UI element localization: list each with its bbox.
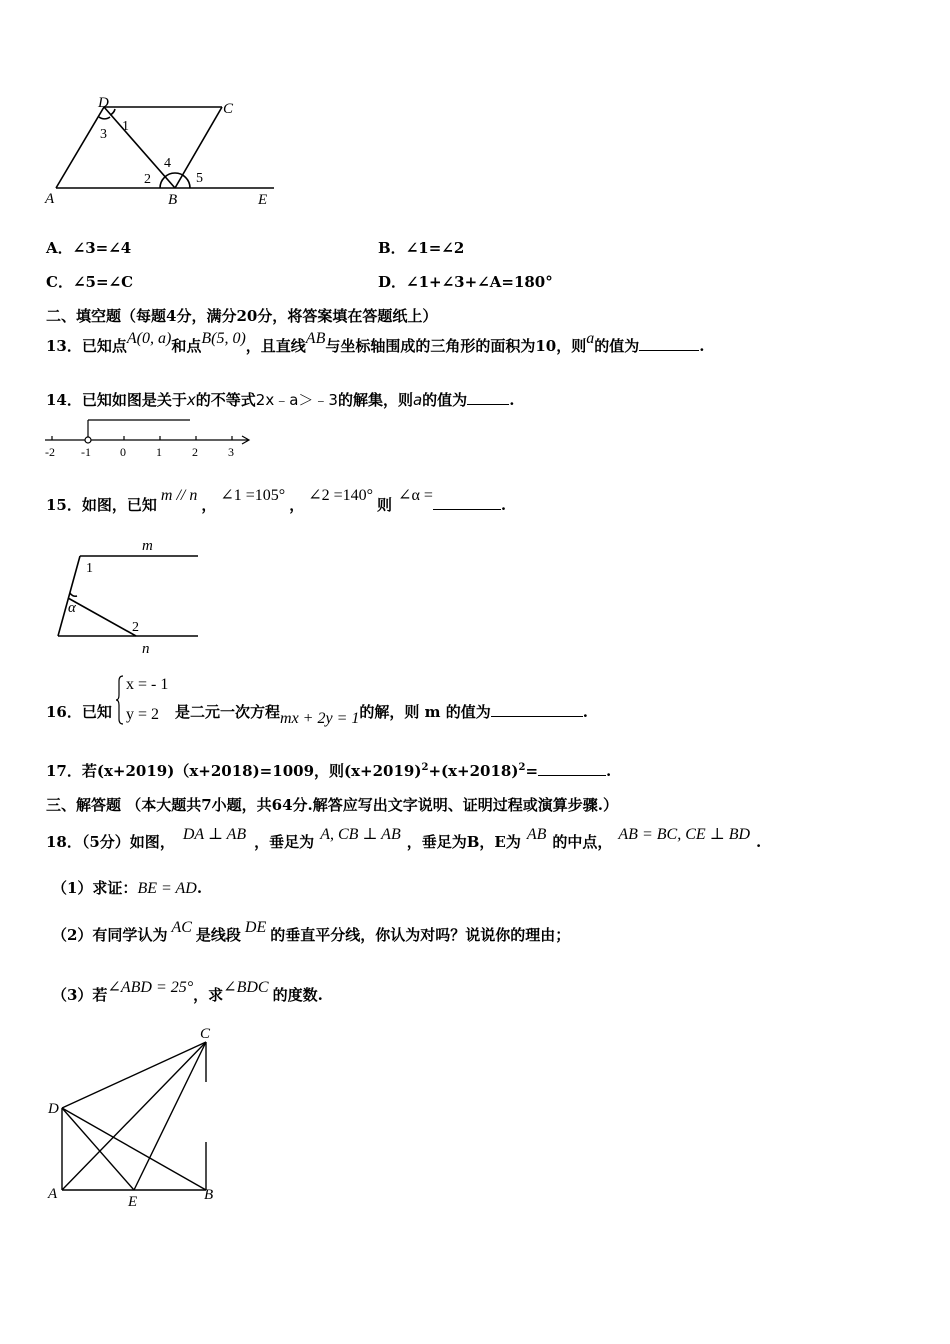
- tick-3: 3: [228, 445, 234, 459]
- option-b: B．∠1=∠2: [378, 239, 465, 257]
- figure-parallelogram: [40, 95, 280, 210]
- tick-1: 1: [156, 445, 162, 459]
- label-B: B: [204, 1187, 214, 1203]
- figure-q18: [40, 1022, 230, 1217]
- option-a: A．∠3=∠4: [46, 239, 132, 257]
- label-5: 5: [196, 171, 203, 186]
- equation-y: y = 2: [126, 706, 160, 723]
- figure-parallel-lines: [50, 538, 210, 658]
- option-c: C．∠5=∠C: [46, 273, 134, 291]
- question-18: 18．（5分）如图， DA ⊥ AB ，垂足为 A, CB ⊥ AB ，垂足为B，E为 AB 的中点， AB = BC, CE ⊥ BD .: [46, 826, 762, 851]
- question-18-part-3: （3）若∠ABD = 25°，求∠BDC 的度数.: [52, 979, 323, 1004]
- equation-x: x = - 1: [126, 676, 169, 693]
- tick-neg2: -2: [45, 445, 55, 459]
- question-17: 17．若(x+2019)（x+2018)=1009，则$(x+2019)^2+(x+2018)^2=$ .: [46, 762, 612, 780]
- question-13: 13．已知点A(0, a)和点B(5, 0)，且直线AB与坐标轴围成的三角形的面积为10，则a的值为 .: [46, 330, 705, 355]
- system-brace: [116, 675, 124, 725]
- label-C: C: [223, 101, 234, 117]
- label-2: 2: [132, 620, 139, 635]
- question-16-num: 16．已知: [46, 703, 112, 721]
- label-A: A: [45, 191, 55, 207]
- label-A: A: [48, 1186, 58, 1202]
- label-n: n: [142, 641, 150, 657]
- label-1: 1: [86, 561, 93, 576]
- label-1: 1: [122, 119, 129, 134]
- question-15: 15．如图，已知m // n，∠1 =105°，∠2 =140°则∠α =.: [46, 487, 507, 514]
- tick-2: 2: [192, 445, 198, 459]
- section-3-title: 三、解答题 （本大题共7小题，共64分.解答应写出文字说明、证明过程或演算步骤.）: [46, 796, 618, 814]
- tick-0: 0: [120, 445, 126, 459]
- label-2: 2: [144, 172, 151, 187]
- label-B: B: [168, 192, 178, 208]
- question-16-body: 是二元一次方程mx + 2y = 1的解，则 m 的值为 .: [175, 703, 588, 727]
- label-C: C: [200, 1026, 211, 1042]
- number-line: [40, 415, 260, 463]
- tick-neg1: -1: [81, 445, 91, 459]
- section-2-title: 二、填空题（每题4分，满分20分，将答案填在答题纸上）: [46, 307, 438, 325]
- label-m: m: [142, 538, 153, 554]
- label-alpha: α: [68, 600, 76, 616]
- label-D: D: [98, 95, 109, 111]
- label-3: 3: [100, 127, 107, 142]
- label-E: E: [258, 192, 268, 208]
- label-D: D: [48, 1101, 59, 1117]
- question-14: 14．已知如图是关于x的不等式2x﹣a＞﹣3的解集，则a的值为 .: [46, 391, 515, 409]
- label-E: E: [128, 1194, 138, 1210]
- question-18-part-2: （2）有同学认为 AC 是线段 DE 的垂直平分线，你认为对吗？说说你的理由；: [52, 919, 571, 944]
- label-4: 4: [164, 156, 171, 171]
- question-18-part-1: （1）求证：BE = AD.: [52, 879, 203, 897]
- option-d: D．∠1+∠3+∠A=180°: [378, 273, 553, 291]
